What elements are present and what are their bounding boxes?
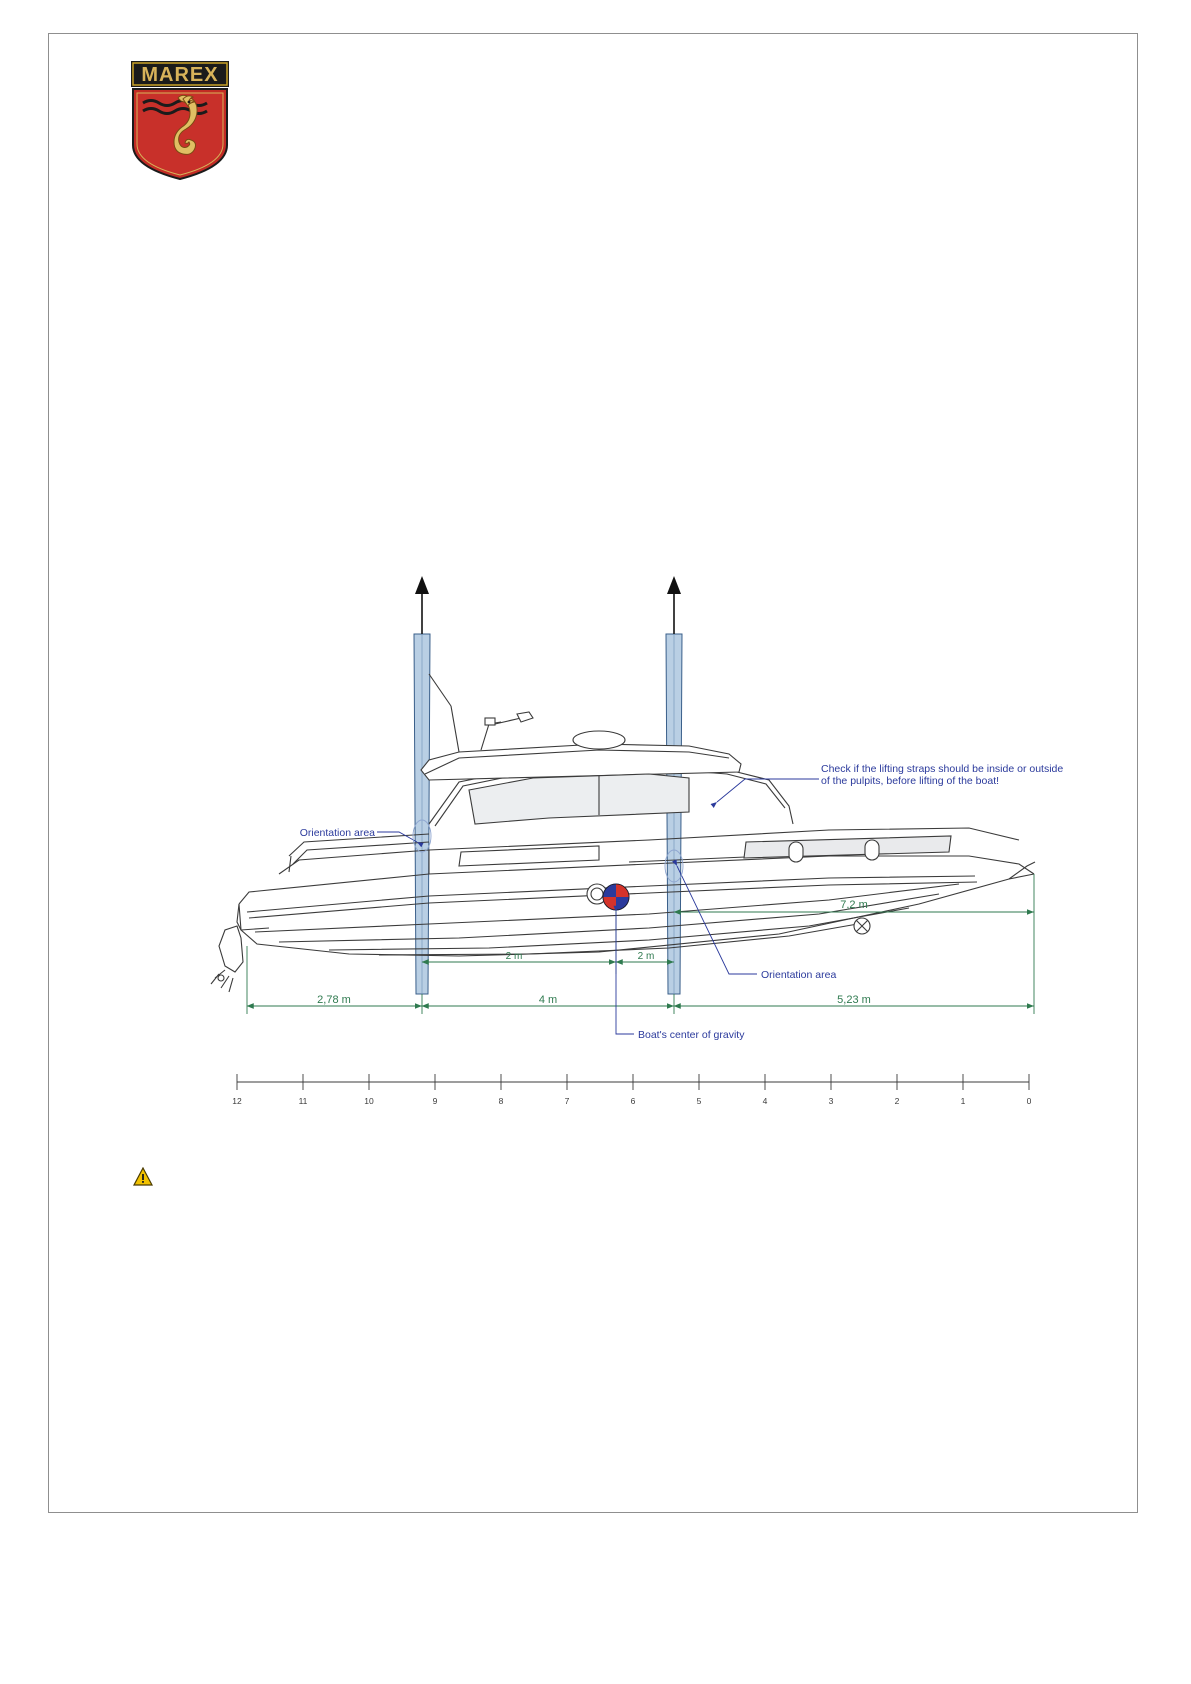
scale-ruler-labels — [232, 1096, 1031, 1106]
ruler-tick-label: 11 — [298, 1096, 308, 1106]
ruler-tick-label: 3 — [828, 1096, 834, 1106]
ruler-tick-label: 12 — [232, 1096, 242, 1106]
ruler-tick-label: 4 — [762, 1096, 768, 1106]
ruler-tick-label: 8 — [498, 1096, 504, 1106]
dim-cog-to-fwd-strap: 2 m — [637, 951, 655, 962]
note-lifting-straps-line2: of the pulpits, before lifting of the boat! — [821, 775, 1000, 787]
ruler-tick-label: 10 — [364, 1096, 374, 1106]
dim-stern-to-aft-strap: 2,78 m — [317, 994, 351, 1006]
dim-aft-strap-to-cog: 2 m — [505, 951, 523, 962]
note-lifting-straps-line1: Check if the lifting straps should be inside or outside — [821, 763, 1064, 775]
ruler-tick-label: 1 — [960, 1096, 966, 1106]
label-center-of-gravity: Boat's center of gravity — [638, 1029, 745, 1041]
ruler-tick-label: 7 — [564, 1096, 570, 1106]
ruler-tick-label: 6 — [630, 1096, 636, 1106]
svg-text:MAREX: MAREX — [141, 64, 219, 86]
ruler-tick-label: 2 — [894, 1096, 900, 1106]
dim-fwd-strap-to-bow: 5,23 m — [837, 994, 871, 1006]
dimension-lines — [247, 874, 1034, 1014]
ruler-tick-label: 0 — [1026, 1096, 1032, 1106]
label-orientation-area-right: Orientation area — [761, 969, 837, 981]
center-of-gravity-symbol — [603, 884, 629, 910]
marex-crest-logo — [127, 59, 233, 181]
boat-lifting-drawing — [129, 574, 1079, 1134]
aft-lifting-strap — [414, 576, 430, 994]
scale-ruler — [237, 1074, 1029, 1090]
ruler-tick-label: 9 — [432, 1096, 438, 1106]
label-orientation-area-left: Orientation area — [299, 827, 375, 839]
document-page — [48, 33, 1138, 1513]
annotation-leaders — [377, 779, 819, 1034]
ruler-tick-label: 5 — [696, 1096, 702, 1106]
dim-fwd-strap-to-bow-upper: 7,2 m — [840, 899, 868, 911]
warning-triangle-icon — [133, 1167, 153, 1186]
dim-between-straps: 4 m — [538, 994, 558, 1006]
